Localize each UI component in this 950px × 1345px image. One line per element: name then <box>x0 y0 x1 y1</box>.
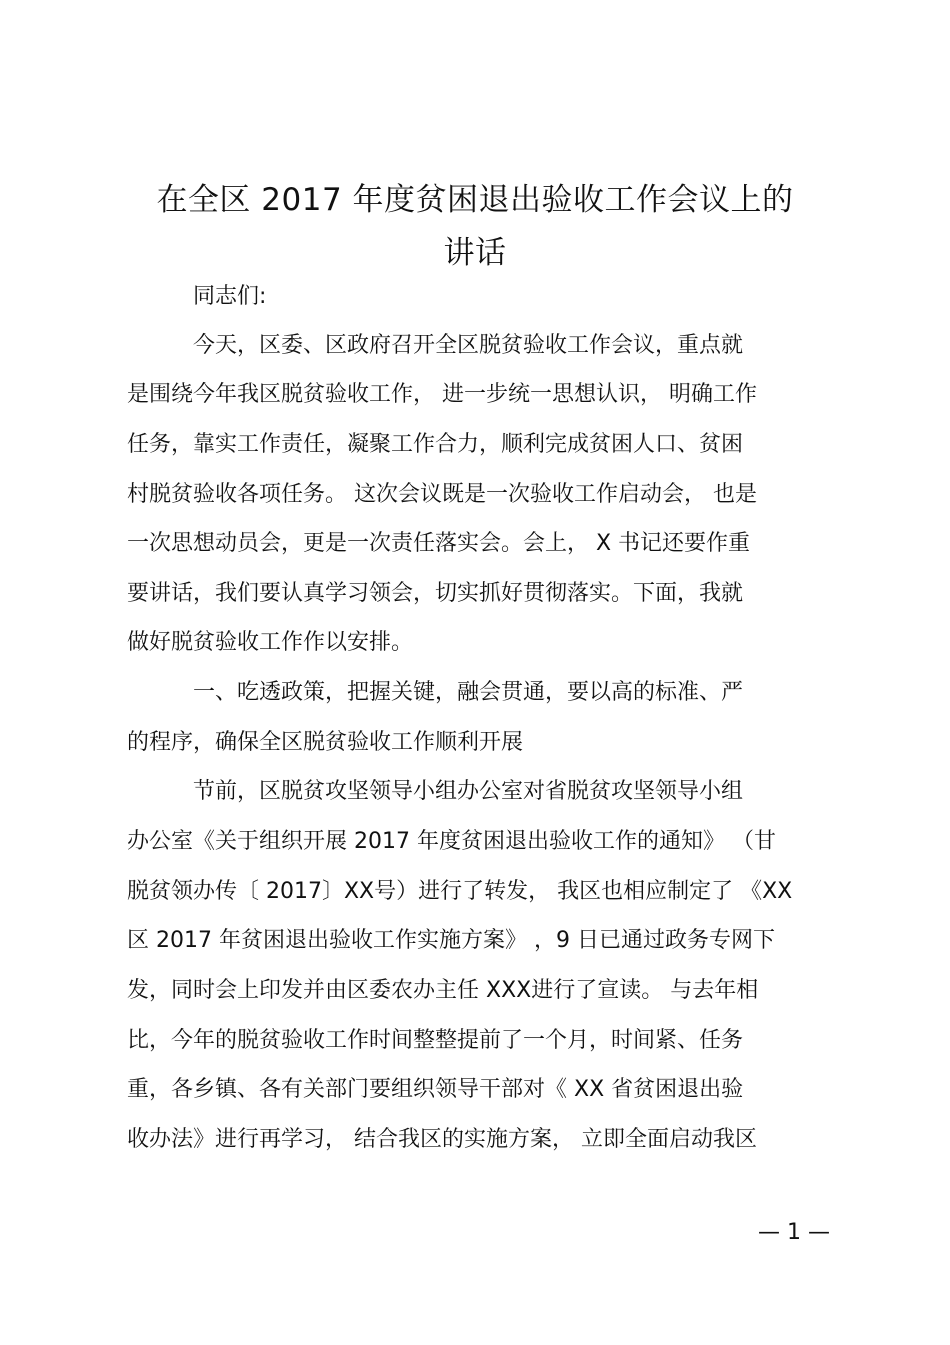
document-title-line-2: 讲话 <box>443 235 507 271</box>
body-line: 收办法》进行再学习， 结合我区的实施方案， 立即全面启动我区 <box>127 1127 757 1152</box>
body-line: 比，今年的脱贫验收工作时间整整提前了一个月，时间紧、任务 <box>127 1028 744 1053</box>
body-line: 发，同时会上印发并由区委农办主任 XXX进行了宣读。 与去年相 <box>127 978 759 1003</box>
section-heading-line: 一、吃透政策，把握关键，融会贯通，要以高的标准、严 <box>193 680 744 705</box>
section-heading-line: 的程序，确保全区脱贫验收工作顺利开展 <box>127 730 524 755</box>
body-line: 是围绕今年我区脱贫验收工作， 进一步统一思想认识， 明确工作 <box>127 382 757 407</box>
body-line: 办公室《关于组织开展 2017 年度贫困退出验收工作的通知》 （甘 <box>127 829 776 854</box>
body-line: 一次思想动员会，更是一次责任落实会。会上， X 书记还要作重 <box>127 531 751 556</box>
body-line: 区 2017 年贫困退出验收工作实施方案》 ，9 日已通过政务专网下 <box>127 928 775 953</box>
salutation: 同志们: <box>193 284 267 309</box>
body-line: 要讲话，我们要认真学习领会，切实抓好贯彻落实。下面，我就 <box>127 581 744 606</box>
body-line: 任务，靠实工作责任，凝聚工作合力，顺利完成贫困人口、贫困 <box>127 432 744 457</box>
body-line: 今天，区委、区政府召开全区脱贫验收工作会议，重点就 <box>193 333 744 358</box>
body-line: 做好脱贫验收工作作以安排。 <box>127 630 414 655</box>
body-line: 村脱贫验收各项任务。 这次会议既是一次验收工作启动会， 也是 <box>127 482 757 507</box>
page-number: — 1 — <box>758 1220 830 1245</box>
body-line: 脱贫领办传〔 2017〕XX号）进行了转发， 我区也相应制定了 《XX <box>127 879 793 904</box>
document-title-line-1: 在全区 2017 年度贫困退出验收工作会议上的 <box>156 182 794 218</box>
body-line: 重，各乡镇、各有关部门要组织领导干部对《 XX 省贫困退出验 <box>127 1077 744 1102</box>
body-line: 节前，区脱贫攻坚领导小组办公室对省脱贫攻坚领导小组 <box>193 779 744 804</box>
